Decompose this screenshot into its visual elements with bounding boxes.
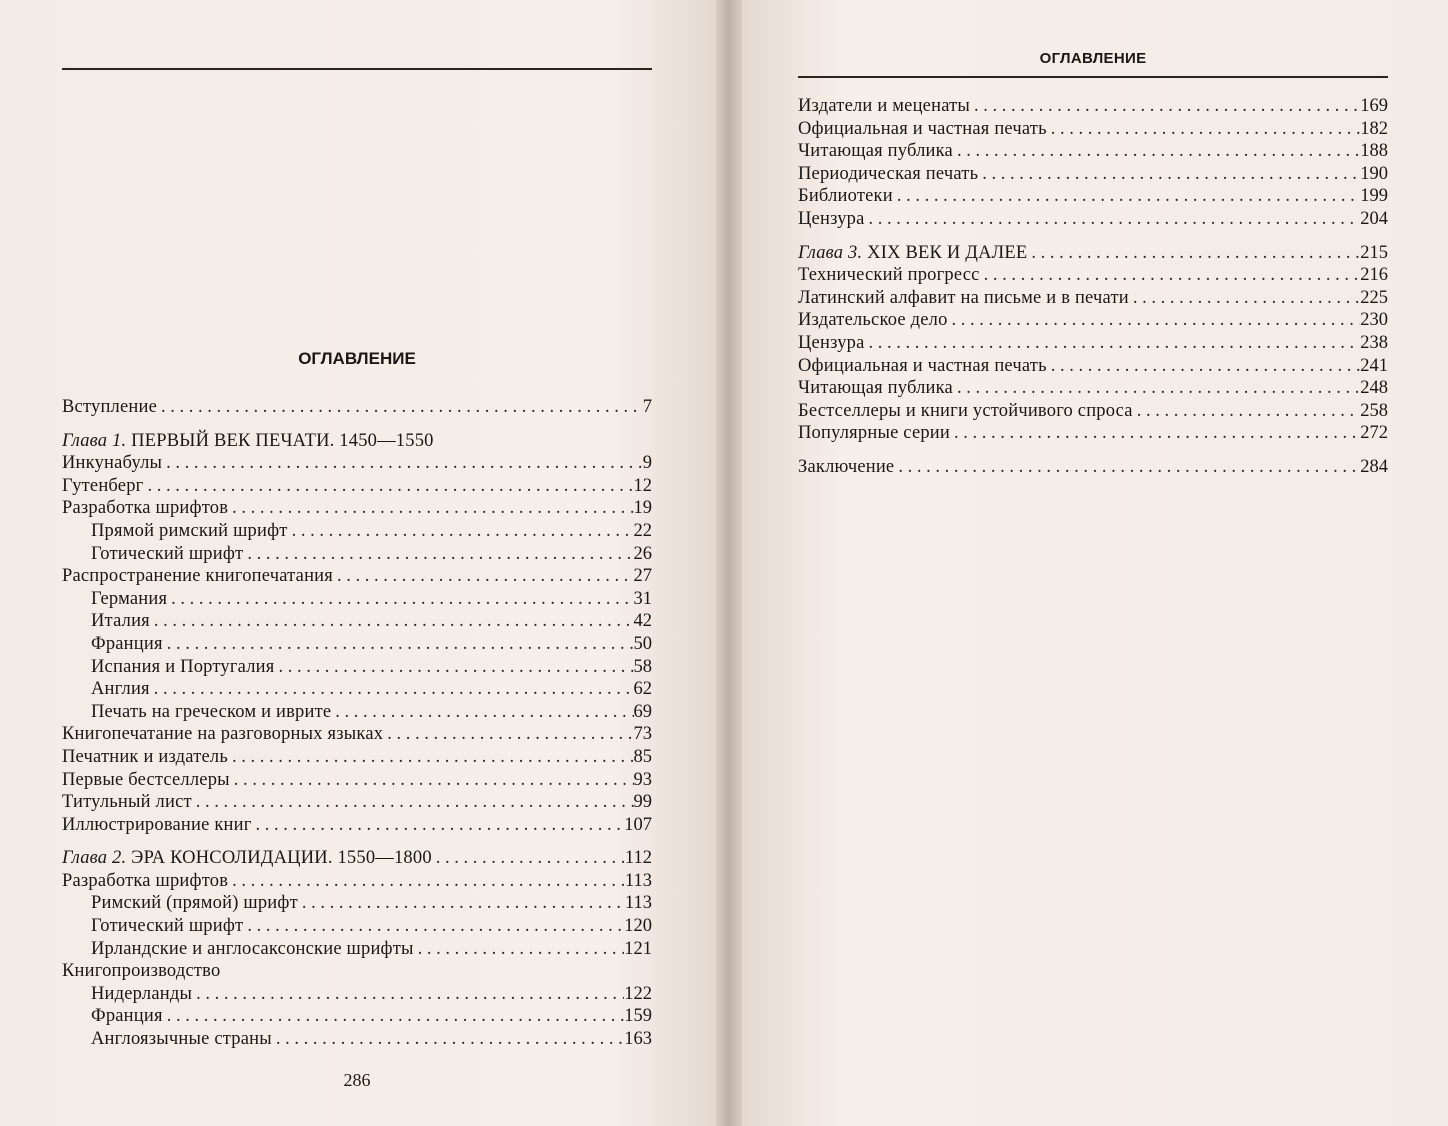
toc-subentry[interactable]: Испания и Португалия . . . 58 [62,656,652,679]
toc-subentry[interactable]: Прямой римский шрифт . . . 22 [62,520,652,543]
chapter-label: Глава 3. [798,242,863,263]
toc-entry[interactable]: Популярные серии . . . 272 [798,422,1388,445]
toc-entry[interactable]: Издатели и меценаты . . . 169 [798,95,1388,118]
toc-subentry[interactable]: Римский (прямой) шрифт . . . 113 [62,892,652,915]
toc-chapter-heading[interactable]: Глава 3. XIX ВЕК И ДАЛЕЕ . . . 215 [798,242,1388,265]
toc-chapter-heading[interactable]: Глава 1. ПЕРВЫЙ ВЕК ПЕЧАТИ. 1450—1550 [62,430,434,451]
toc-entry[interactable]: Титульный лист . . . 99 [62,791,652,814]
page-number: 286 [343,1070,371,1090]
chapter-label: Глава 2. [62,848,127,869]
toc-entry[interactable]: Официальная и частная печать . . . 241 [798,355,1388,378]
toc-subentry[interactable]: Печать на греческом и иврите . . . 69 [62,701,652,724]
toc-entry[interactable]: Разработка шрифтов . . . 113 [62,870,652,893]
toc-chapter-heading[interactable]: Глава 2. ЭРА КОНСОЛИДАЦИИ. 1550—1800 . . . 112 [62,847,652,870]
toc-entry[interactable]: Первые бестселлеры . . . 93 [62,769,652,792]
toc-entry[interactable]: Распространение книгопечатания . . . 27 [62,565,652,588]
toc-entry[interactable]: Цензура . . . 238 [798,332,1388,355]
toc-right [798,95,1388,479]
running-head: ОГЛАВЛЕНИЕ [1039,50,1147,67]
toc-title: ОГЛАВЛЕНИЕ [298,349,416,368]
chapter-label: Глава 1. [62,430,127,451]
toc-subentry[interactable]: Ирландские и англосаксонские шрифты . . . 121 [62,938,652,961]
left-header-rule [62,68,652,70]
toc-subentry[interactable]: Англоязычные страны . . . 163 [62,1028,652,1051]
toc-entry[interactable]: Библиотеки . . . 199 [798,185,1388,208]
toc-entry[interactable]: Издательское дело . . . 230 [798,309,1388,332]
toc-entry[interactable]: Книгопроизводство [62,961,221,982]
toc-subentry[interactable]: Италия . . . 42 [62,610,652,633]
toc-subentry[interactable]: Франция . . . 50 [62,633,652,656]
toc-entry[interactable]: Книгопечатание на разговорных языках . . . 73 [62,723,652,746]
toc-subentry[interactable]: Англия . . . 62 [62,678,652,701]
toc-entry[interactable]: Периодическая печать . . . 190 [798,163,1388,186]
toc-entry[interactable]: Разработка шрифтов . . . 19 [62,497,652,520]
toc-entry[interactable]: Официальная и частная печать . . . 182 [798,118,1388,141]
book-gutter [716,0,742,1126]
toc-entry[interactable]: Технический прогресс . . . 216 [798,264,1388,287]
toc-entry[interactable]: Цензура . . . 204 [798,208,1388,231]
toc-entry[interactable]: Иллюстрирование книг . . . 107 [62,814,652,837]
toc-entry[interactable]: Печатник и издатель . . . 85 [62,746,652,769]
toc-subentry[interactable]: Готический шрифт . . . 26 [62,543,652,566]
toc-entry[interactable]: Читающая публика . . . 248 [798,377,1388,400]
toc-entry[interactable]: Вступление . . . 7 [62,396,652,419]
toc-entry[interactable]: Латинский алфавит на письме и в печати . . . 225 [798,287,1388,310]
toc-left [62,396,652,1051]
toc-entry[interactable]: Инкунабулы . . . 9 [62,452,652,475]
toc-subentry[interactable]: Готический шрифт . . . 120 [62,915,652,938]
toc-subentry[interactable]: Германия . . . 31 [62,588,652,611]
right-header-rule [798,76,1388,78]
toc-entry[interactable]: Читающая публика . . . 188 [798,140,1388,163]
toc-subentry[interactable]: Франция . . . 159 [62,1005,652,1028]
toc-entry[interactable]: Бестселлеры и книги устойчивого спроса . . . 258 [798,400,1388,423]
toc-entry[interactable]: Гутенберг . . . 12 [62,475,652,498]
toc-entry[interactable]: Заключение . . . 284 [798,456,1388,479]
toc-subentry[interactable]: Нидерланды . . . 122 [62,983,652,1006]
